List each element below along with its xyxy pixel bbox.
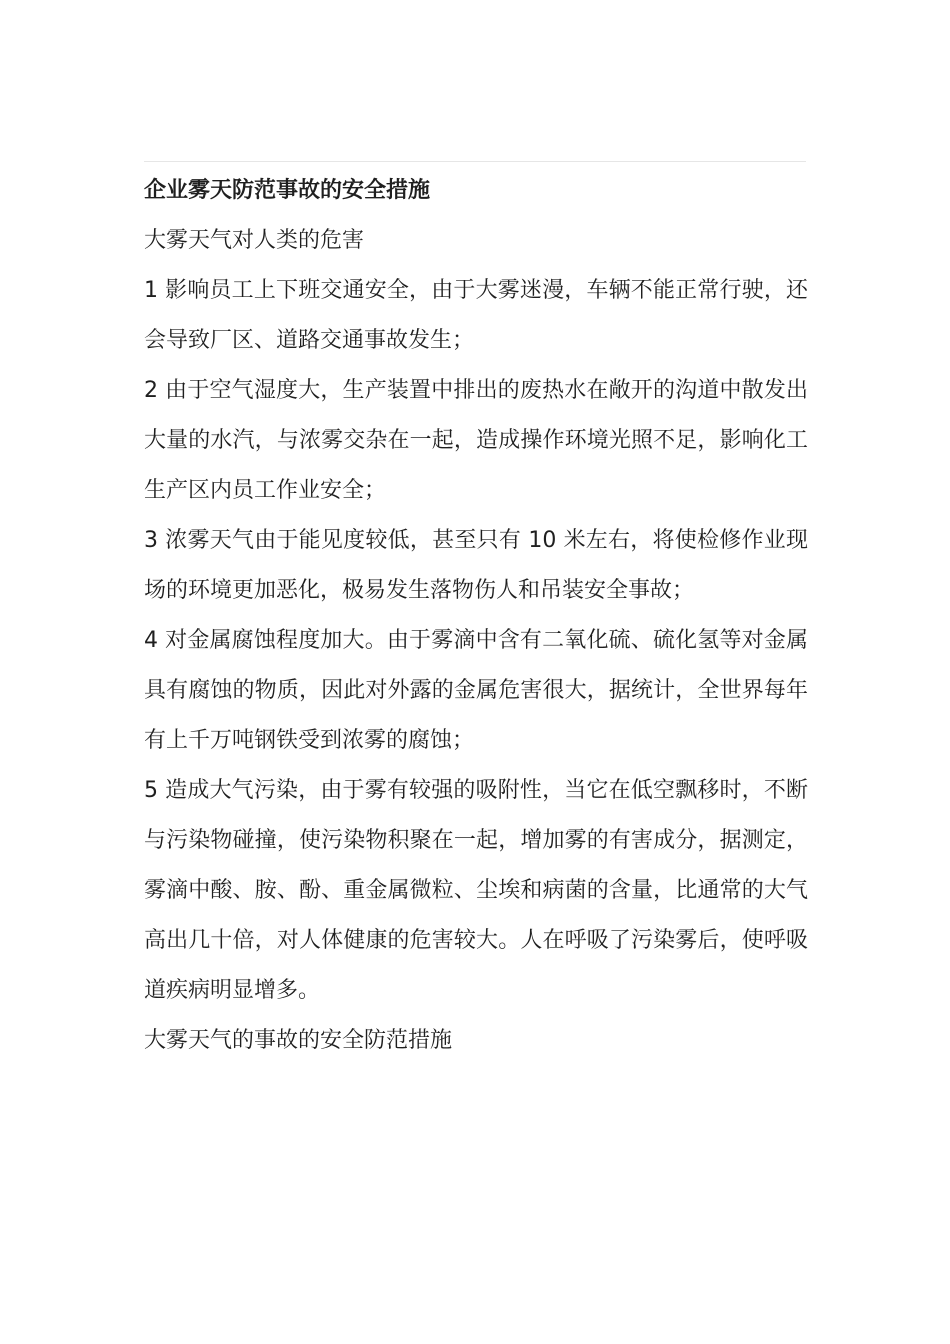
paragraph-1: 1 影响员工上下班交通安全，由于大雾迷漫，车辆不能正常行驶，还会导致厂区、道路交通事故发生； [144,278,808,353]
top-divider [144,161,806,162]
section-heading-measures: 大雾天气的事故的安全防范措施 [144,1028,453,1053]
paragraph-5: 5 造成大气污染，由于雾有较强的吸附性，当它在低空飘移时，不断与污染物碰撞，使污染物积聚在一起，增加雾的有害成分，据测定，雾滴中酸、胺、酚、重金属微粒、尘埃和病菌的含量，比通常的大气高出几十倍，对人体健康的危害较大。人在呼吸了污染雾后，使呼吸道疾病明显增多。 [144,778,808,1003]
document-title: 企业雾天防范事故的安全措施 [144,178,431,203]
section-heading-hazards: 大雾天气对人类的危害 [144,228,365,253]
paragraph-2: 2 由于空气湿度大，生产装置中排出的废热水在敞开的沟道中散发出大量的水汽，与浓雾交杂在一起，造成操作环境光照不足，影响化工生产区内员工作业安全； [144,378,808,503]
paragraph-3: 3 浓雾天气由于能见度较低，甚至只有 10 米左右，将使检修作业现场的环境更加恶化，极易发生落物伤人和吊装安全事故； [144,528,808,603]
paragraph-4: 4 对金属腐蚀程度加大。由于雾滴中含有二氧化硫、硫化氢等对金属具有腐蚀的物质，因此对外露的金属危害很大，据统计，全世界每年有上千万吨钢铁受到浓雾的腐蚀； [144,628,808,753]
document-body [144,166,808,1066]
